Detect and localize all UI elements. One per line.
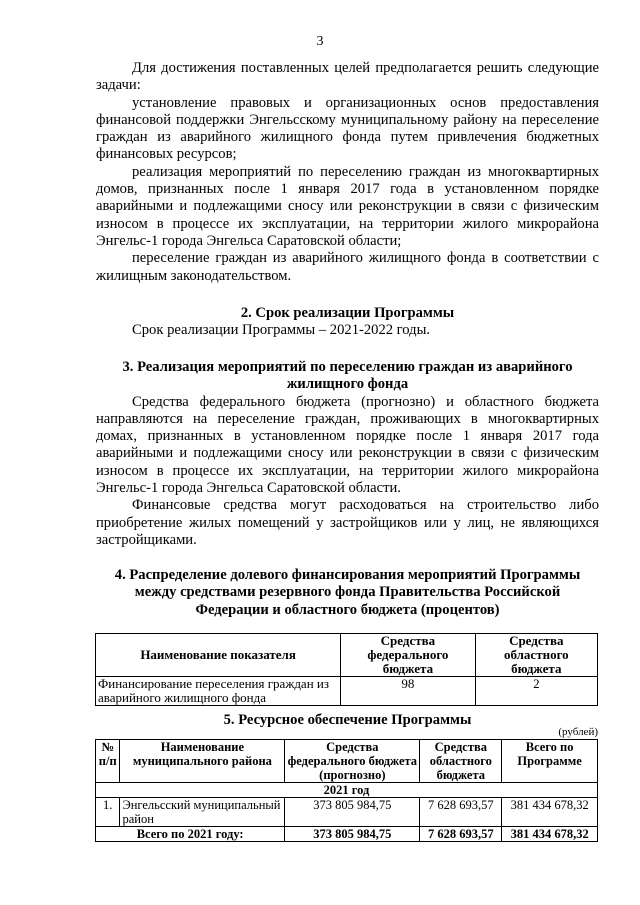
- section-4-heading: 4. Распределение долевого финансирования мероприятий Программы: [114, 567, 581, 583]
- task-paragraph: реализация мероприятий по переселению граждан из многоквартирных домов, признанных после 1 января 2017 года в установленном порядке аварийными и подлежащими сносу или реконструкции в связи с физическим износом в процессе их эксплуатации, на территории жилого микрорайона Энгельс-1 города Энгельса Саратовской области;: [96, 163, 599, 249]
- table-row: [96, 677, 598, 706]
- table-cell: 1.: [96, 798, 120, 827]
- table-header: Наименование муниципального района: [120, 740, 285, 783]
- section-5: [96, 712, 599, 729]
- task-paragraph: установление правовых и организационных основ предоставления финансовой поддержки Энгельсскому муниципальному району на переселение граждан из аварийного жилищного фонда путем привлечения бюджетных финансовых ресурсов;: [96, 94, 599, 163]
- table-row: [96, 798, 598, 827]
- table-header: № п/п: [96, 740, 120, 783]
- financing-share-table: [95, 633, 598, 706]
- intro-paragraph: Для достижения поставленных целей предполагается решить следующие задачи:: [96, 60, 599, 94]
- section-2-heading: 2. Срок реализации Программы: [240, 305, 455, 321]
- table-cell: 2: [475, 677, 597, 706]
- section-5-heading: 5. Ресурсное обеспечение Программы: [223, 712, 472, 728]
- table-header: Наименование показателя: [96, 634, 341, 677]
- section-3-paragraph: Финансовые средства могут расходоваться на строительство либо приобретение жилых помещений у застройщиков или у лиц, не являющихся застройщиками.: [96, 497, 599, 548]
- table-cell: Всего по 2021 году:: [96, 827, 285, 842]
- table-cell: 373 805 984,75: [285, 827, 420, 842]
- task-paragraph: переселение граждан из аварийного жилищного фонда в соответствии с жилищным законодательством.: [96, 250, 599, 284]
- page-number: 3: [316, 34, 324, 49]
- section-2: [96, 305, 599, 340]
- table-cell: 381 434 678,32: [502, 827, 598, 842]
- table-cell: 373 805 984,75: [285, 798, 420, 827]
- section-4-heading-cont: Федерации и областного бюджета (процентов): [195, 601, 500, 618]
- table-cell: Энгельсский муниципальный район: [120, 798, 285, 827]
- total-row: [96, 827, 598, 842]
- table-header: Средства федерального бюджета (прогнозно): [285, 740, 420, 783]
- section-4-heading-cont: между средствами резервного фонда Правительства Российской: [134, 584, 561, 601]
- table-cell: 7 628 693,57: [420, 798, 502, 827]
- table-header: Средства областного бюджета: [420, 740, 502, 783]
- section-3-heading: 3. Реализация мероприятий по переселению граждан из аварийного: [122, 359, 573, 375]
- section-3: [96, 359, 599, 549]
- table-header: Средства федерального бюджета: [341, 634, 475, 677]
- table-cell: 381 434 678,32: [502, 798, 598, 827]
- tasks-block: [96, 60, 599, 285]
- year-row: 2021 год: [96, 783, 598, 798]
- section-3-heading-cont: жилищного фонда: [286, 376, 409, 393]
- table-cell: 98: [341, 677, 475, 706]
- currency-unit: (рублей): [558, 726, 598, 738]
- table-cell: Финансирование переселения граждан из аварийного жилищного фонда: [96, 677, 341, 706]
- section-2-text: Срок реализации Программы – 2021-2022 годы.: [132, 322, 431, 339]
- table-header: Средства областного бюджета: [475, 634, 597, 677]
- section-3-paragraph: Средства федерального бюджета (прогнозно) и областного бюджета направляются на переселение граждан, проживающих в многоквартирных домах, признанных в установленном порядке после 1 января 2017 года аварийными и подлежащими сносу или реконструкции в связи с физическим износом в процессе их эксплуатации, на территории жилого микрорайона Энгельс-1 города Энгельса Саратовской области.: [96, 393, 599, 497]
- table-header: Всего по Программе: [502, 740, 598, 783]
- table-cell: 7 628 693,57: [420, 827, 502, 842]
- resource-table: [95, 739, 598, 842]
- section-4: [96, 567, 599, 619]
